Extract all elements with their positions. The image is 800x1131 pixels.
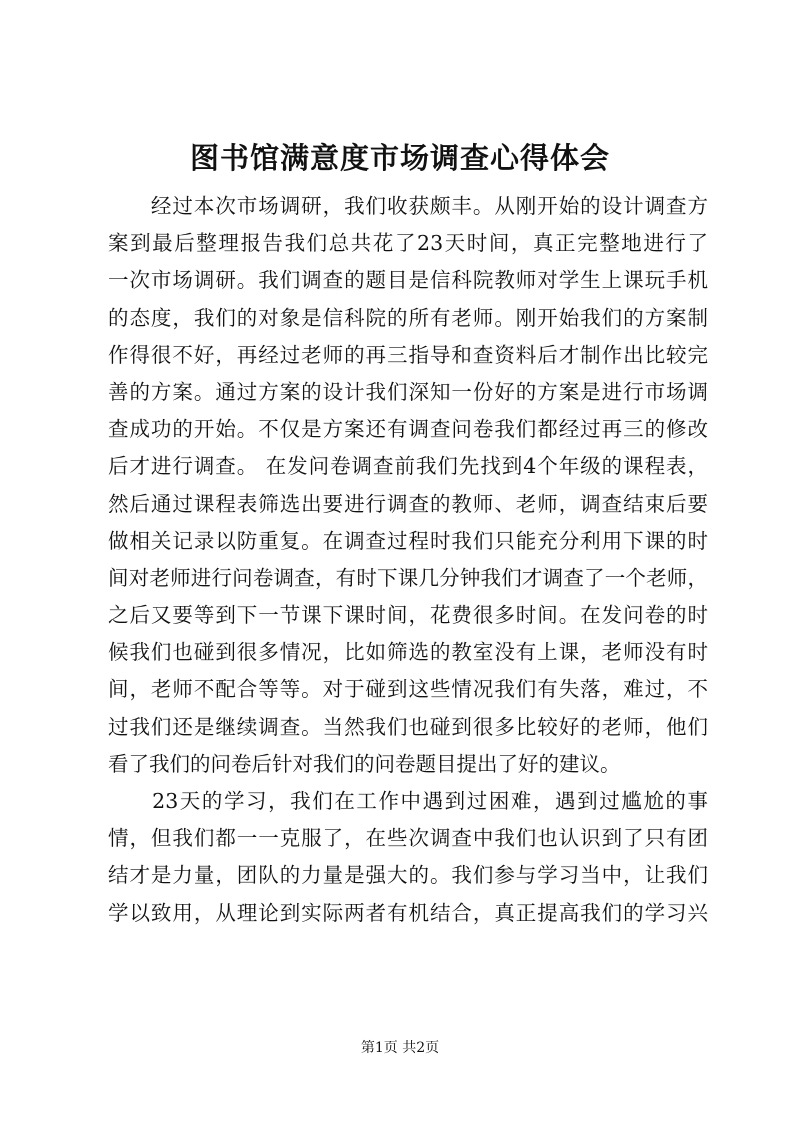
text-line: 作得很不好，再经过老师的再三指导和查资料后才制作出比较完 xyxy=(108,342,708,367)
text-line: 然后通过课程表筛选出要进行调查的教师、老师，调查结束后要 xyxy=(108,491,708,516)
text-line: 结才是力量，团队的力量是强大的。我们参与学习当中，让我们 xyxy=(108,863,708,888)
text-line: 案到最后整理报告我们总共花了23天时间，真正完整地进行了 xyxy=(108,231,708,256)
text-line: 23天的学习，我们在工作中遇到过困难，遇到过尴尬的事 xyxy=(108,789,708,813)
text-line: 后才进行调查。 在发问卷调查前我们先找到4个年级的课程表， xyxy=(108,454,708,479)
text-line: 情，但我们都一一克服了，在些次调查中我们也认识到了只有团 xyxy=(108,826,708,851)
text-line: 看了我们的问卷后针对我们的问卷题目提出了好的建议。 xyxy=(108,751,621,776)
text-line: 一次市场调研。我们调查的题目是信科院教师对学生上课玩手机 xyxy=(108,268,708,293)
text-line: 之后又要等到下一节课下课时间，花费很多时间。在发问卷的时 xyxy=(108,603,708,628)
text-line: 间对老师进行问卷调查，有时下课几分钟我们才调查了一个老师， xyxy=(108,565,708,590)
page-title: 图书馆满意度市场调查心得体会 xyxy=(189,141,610,175)
text-line: 善的方案。通过方案的设计我们深知一份好的方案是进行市场调 xyxy=(108,379,708,404)
text-line: 做相关记录以防重复。在调查过程时我们只能充分利用下课的时 xyxy=(108,528,708,553)
text-line: 查成功的开始。不仅是方案还有调查问卷我们都经过再三的修改 xyxy=(108,417,708,442)
page-number-footer: 第1页 共2页 xyxy=(360,1040,440,1056)
text-line: 的态度，我们的对象是信科院的所有老师。刚开始我们的方案制 xyxy=(108,305,708,330)
text-line: 经过本次市场调研，我们收获颇丰。从刚开始的设计调查方 xyxy=(108,194,708,218)
text-line: 过我们还是继续调查。当然我们也碰到很多比较好的老师，他们 xyxy=(108,714,708,739)
text-line: 学以致用，从理论到实际两者有机结合，真正提高我们的学习兴 xyxy=(108,900,708,925)
body-text xyxy=(108,188,708,932)
text-line: 间，老师不配合等等。对于碰到这些情况我们有失落，难过，不 xyxy=(108,677,708,702)
text-line: 候我们也碰到很多情况，比如筛选的教室没有上课，老师没有时 xyxy=(108,640,708,665)
